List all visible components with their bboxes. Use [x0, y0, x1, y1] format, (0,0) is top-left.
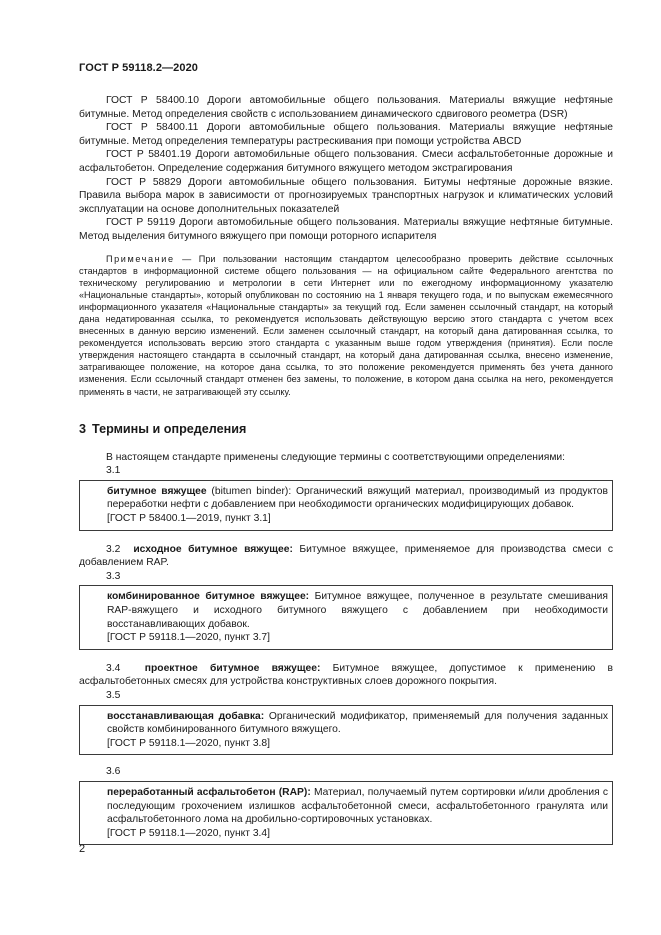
term-box: [79, 585, 613, 649]
term-definition: [79, 543, 613, 570]
term-box: [79, 781, 613, 845]
reference-item: ГОСТ Р 59119 Дороги автомобильные общего пользования. Материалы вяжущие нефтяные битумные. Метод выделения битумного вяжущего при помощи роторного испарителя: [79, 217, 613, 242]
term-definition: [107, 485, 608, 512]
section-title: Термины и определения: [92, 421, 247, 436]
clause-number: 3.1: [106, 465, 121, 477]
term-name: восстанавливающая добавка:: [107, 710, 265, 722]
term-source: [ГОСТ Р 59118.1—2020, пункт 3.4]: [107, 827, 271, 839]
term-name: проектное битумное вяжущее:: [144, 662, 321, 674]
note-paragraph: [79, 253, 613, 398]
term-text: (bitumen binder): Органический вяжущий материал, производимый из продуктов переработки нефти с добавлением при необходимости органических модифицирующих добавок.: [107, 485, 608, 511]
term-name: исходное битумное вяжущее:: [133, 543, 293, 555]
section-number: 3: [79, 421, 87, 436]
term-name: битумное вяжущее: [107, 485, 207, 497]
term-text: Битумное вяжущее, допустимое к применению в асфальтобетонных смесях для устройства конструктивных слоев дорожного покрытия.: [79, 662, 613, 688]
document-body: [79, 94, 613, 845]
term-name: переработанный асфальтобетон (RAP):: [107, 786, 311, 798]
term-source: [ГОСТ Р 59118.1—2020, пункт 3.7]: [107, 632, 271, 644]
clause-number: 3.2: [106, 543, 121, 555]
page-number: 2: [79, 843, 86, 855]
section-heading: [79, 422, 613, 437]
reference-item: ГОСТ Р 58400.11 Дороги автомобильные общего пользования. Материалы вяжущие нефтяные битумные. Метод определения температуры растрескивания при помощи устройства ABCD: [79, 122, 613, 147]
term-source: [ГОСТ Р 59118.1—2020, пункт 3.8]: [107, 737, 271, 749]
reference-item: ГОСТ Р 58829 Дороги автомобильные общего пользования. Битумы нефтяные дорожные вязкие. Правила выбора марок в зависимости от прогнозируемых транспортных нагрузок и климатических условий эксплуатации на основе дополнительных показателей: [79, 176, 613, 215]
note-text: — При пользовании настоящим стандартом целесообразно проверить действие ссылочных стандартов в информационной системе общего пользования — на официальном сайте Федерального агентства по техническому регулированию и метрологии в сети Интернет или по ежегодному информационному указателю «Национальные стандарты», который опубликован по состоянию на 1 января текущего года, и по выпускам ежемесячного информационного указателя «Национальные стандарты» за текущий год. Если заменен ссылочный стандарт, на который дана недатированная ссылка, то рекомендуется использовать действующую версию этого стандарта с учетом всех внесенных в данную версию изменений. Если заменен ссылочный стандарт, на который дана датированная ссылка, то рекомендуется использовать версию этого стандарта с указанным выше годом утверждения (принятия). Если после утверждения настоящего стандарта в ссылочный стандарт, на который дана датированная ссылка, внесено изменение, затрагивающее положение, на которое дана ссылка, то это положение рекомендуется применять без учета данного изменения. Если ссылочный стандарт отменен без замены, то положение, в котором дана ссылка на него, рекомендуется применять в части, не затрагивающей эту ссылку.: [79, 253, 613, 397]
term-definition: [107, 590, 608, 631]
term-name: комбинированное битумное вяжущее:: [107, 591, 310, 603]
section-intro: В настоящем стандарте применены следующие термины с соответствующими определениями:: [106, 451, 566, 463]
reference-item: ГОСТ Р 58401.19 Дороги автомобильные общего пользования. Смеси асфальтобетонные дорожные и асфальтобетон. Определение содержания битумного вяжущего методом экстрагирования: [79, 149, 613, 174]
term-box: [79, 480, 613, 531]
clause-number: 3.4: [106, 662, 121, 674]
note-label: Примечание: [106, 253, 175, 264]
term-text: Материал, получаемый путем сортировки и/или дробления с последующим грохочением излишков асфальтобетонной смеси, асфальтобетонного гранулята или асфальтобетонного лома на дробильно-сортировочных установках.: [107, 786, 608, 826]
term-definition: [107, 786, 608, 827]
term-text: Органический модификатор, применяемый для получения заданных свойств комбинированного битумного вяжущего.: [107, 710, 608, 736]
clause-number: 3.3: [106, 570, 121, 582]
term-definition: [79, 662, 613, 689]
term-text: Битумное вяжущее, применяемое для производства смеси с добавлением RAP.: [79, 543, 613, 569]
term-definition: [107, 710, 608, 737]
term-text: Битумное вяжущее, полученное в результате смешивания RAP-вяжущего и исходного битумного вяжущего с добавлением при необходимости восстанавливающих добавок.: [107, 591, 608, 630]
reference-item: ГОСТ Р 58400.10 Дороги автомобильные общего пользования. Материалы вяжущие нефтяные битумные. Метод определения свойств с использованием динамического сдвигового реометра (DSR): [79, 95, 613, 120]
document-header: ГОСТ Р 59118.2—2020: [79, 62, 199, 74]
term-source: [ГОСТ Р 58400.1—2019, пункт 3.1]: [107, 513, 271, 525]
term-box: [79, 705, 613, 756]
clause-number: 3.5: [106, 689, 121, 701]
clause-number: 3.6: [106, 766, 121, 778]
